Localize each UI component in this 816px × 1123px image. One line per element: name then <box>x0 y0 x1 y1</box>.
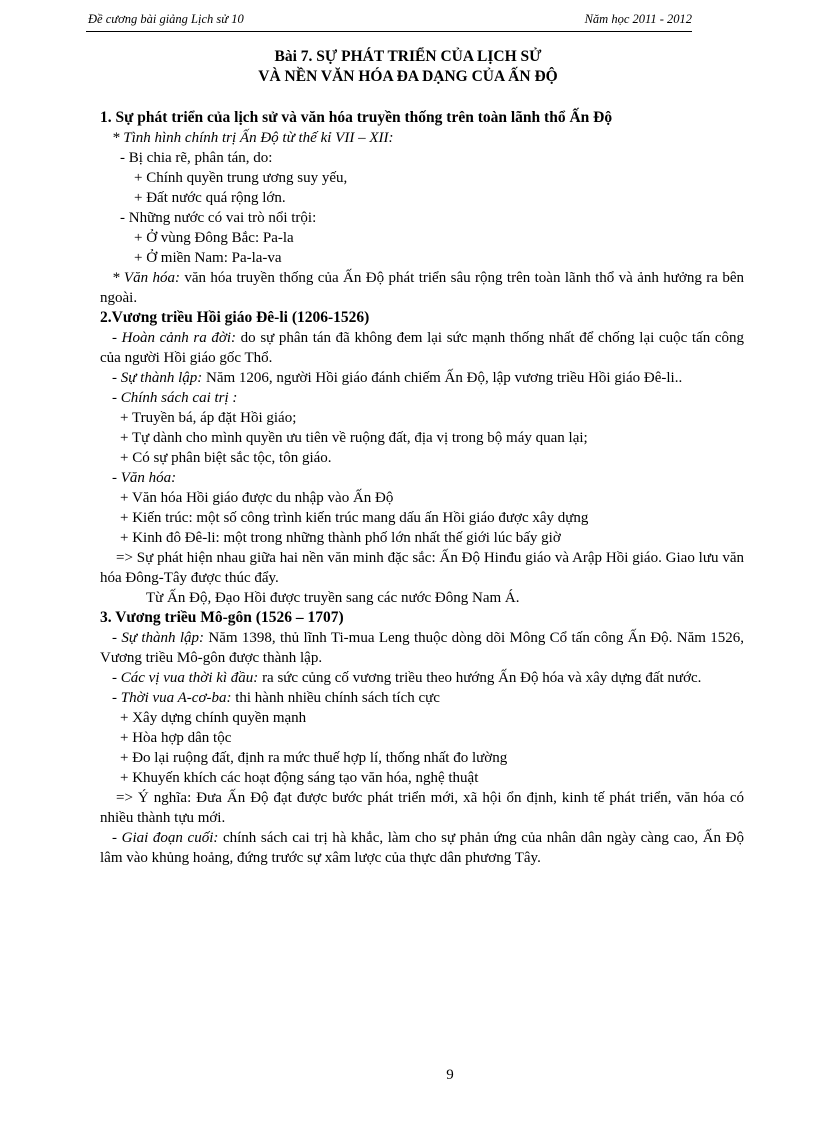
politics-label: * Tình hình chính trị Ấn Độ từ thế kỉ VII – XII: <box>112 130 394 146</box>
section-2-heading: 2.Vương triều Hồi giáo Đê-li (1206-1526) <box>100 309 370 326</box>
header-left: Đề cương bài giảng Lịch sử 10 <box>88 12 244 26</box>
page-number: 9 <box>446 1067 454 1083</box>
s2-culture-3: + Kinh đô Đê-li: một trong những thành phố lớn nhất thế giới lúc bấy giờ <box>120 530 561 546</box>
running-header <box>88 12 692 27</box>
early-kings-text: ra sức củng cố vương triều theo hướng Ấn Độ hóa và xây dựng đất nước. <box>258 670 702 686</box>
akbar-4: + Khuyến khích các hoạt động sáng tạo văn hóa, nghệ thuật <box>120 770 479 786</box>
akbar-label: - Thời vua A-cơ-ba: <box>112 690 232 706</box>
s3-found-paragraph <box>100 628 744 668</box>
s1-culture-text: văn hóa truyền thống của Ấn Độ phát triển sâu rộng trên toàn lãnh thổ và ảnh hưởng ra bên ngoài. <box>100 270 744 306</box>
s2-result: => Sự phát hiện nhau giữa hai nền văn minh đặc sắc: Ấn Độ Hinđu giáo và Arập Hồi giáo. Giao lưu văn hóa Đông-Tây được thúc đẩy. <box>100 550 744 586</box>
divided-line: - Bị chia rẽ, phân tán, do: <box>120 150 273 166</box>
early-kings-label: - Các vị vua thời kì đầu: <box>112 670 259 686</box>
policy-1: + Truyền bá, áp đặt Hồi giáo; <box>120 410 297 426</box>
context-paragraph <box>100 328 744 368</box>
akbar-paragraph <box>100 688 744 708</box>
context-text: do sự phân tán đã không đem lại sức mạnh thống nhất để chống lại cuộc tấn công của người Hồi giáo gốc Thổ. <box>100 330 744 366</box>
s3-meaning: => Ý nghĩa: Đưa Ấn Độ đạt được bước phát triển mới, xã hội ổn định, kinh tế phát triển, văn hóa có nhiều thành tựu mới. <box>100 790 744 826</box>
header-rule <box>86 31 692 32</box>
dominant-line: - Những nước có vai trò nổi trội: <box>120 210 317 226</box>
s3-found-label: - Sự thành lập: <box>112 630 205 646</box>
section-1-heading: 1. Sự phát triển của lịch sử và văn hóa truyền thống trên toàn lãnh thổ Ấn Độ <box>100 109 613 126</box>
s2-culture-2: + Kiến trúc: một số công trình kiến trúc mang dấu ấn Hồi giáo được xây dựng <box>120 510 589 526</box>
s2-culture-label: - Văn hóa: <box>112 470 177 486</box>
s2-culture-1: + Văn hóa Hồi giáo được du nhập vào Ấn Độ <box>120 490 394 506</box>
s2-found-paragraph <box>100 368 744 388</box>
cause-1: + Chính quyền trung ương suy yếu, <box>134 170 348 186</box>
late-period-paragraph <box>100 828 744 868</box>
akbar-text: thi hành nhiều chính sách tích cực <box>231 690 440 706</box>
akbar-3: + Đo lại ruộng đất, định ra mức thuế hợp lí, thống nhất đo lường <box>120 750 508 766</box>
s2-spread: Từ Ấn Độ, Đạo Hồi được truyền sang các nước Đông Nam Á. <box>146 590 520 606</box>
section-3-heading: 3. Vương triều Mô-gôn (1526 – 1707) <box>100 609 344 626</box>
late-period-label: - Giai đoạn cuối: <box>112 830 219 846</box>
s1-culture-label: * Văn hóa: <box>112 270 180 286</box>
header-right: Năm học 2011 - 2012 <box>584 12 692 26</box>
policy-2: + Tự dành cho mình quyền ưu tiên về ruộng đất, địa vị trong bộ máy quan lại; <box>120 430 588 446</box>
context-label: - Hoàn cảnh ra đời: <box>112 330 237 346</box>
s2-found-label: - Sự thành lập: <box>112 370 203 386</box>
title-line-2: VÀ NỀN VĂN HÓA ĐA DẠNG CỦA ẤN ĐỘ <box>258 68 558 85</box>
lesson-content <box>100 108 744 868</box>
akbar-2: + Hòa hợp dân tộc <box>120 730 232 746</box>
policy-label: - Chính sách cai trị : <box>112 390 238 406</box>
dominant-2: + Ở miền Nam: Pa-la-va <box>134 250 282 266</box>
early-kings-paragraph <box>100 668 744 688</box>
lesson-title <box>88 47 728 87</box>
policy-3: + Có sự phân biệt sắc tộc, tôn giáo. <box>120 450 332 466</box>
title-line-1: Bài 7. SỰ PHÁT TRIỂN CỦA LỊCH SỬ <box>274 48 542 65</box>
late-period-text: chính sách cai trị hà khắc, làm cho sự phản ứng của nhân dân ngày càng cao, Ấn Độ lâm vào khủng hoảng, đứng trước sự xâm lược của thực dân phương Tây. <box>100 830 744 866</box>
s2-found-text: Năm 1206, người Hồi giáo đánh chiếm Ấn Độ, lập vương triều Hồi giáo Đê-li.. <box>202 370 683 386</box>
dominant-1: + Ở vùng Đông Bắc: Pa-la <box>134 230 294 246</box>
akbar-1: + Xây dựng chính quyền mạnh <box>120 710 307 726</box>
s3-found-text: Năm 1398, thủ lĩnh Ti-mua Leng thuộc dòng dõi Mông Cổ tấn công Ấn Độ. Năm 1526, Vương triều Mô-gôn được thành lập. <box>100 630 744 666</box>
cause-2: + Đất nước quá rộng lớn. <box>134 190 286 206</box>
s1-culture-paragraph <box>100 268 744 308</box>
